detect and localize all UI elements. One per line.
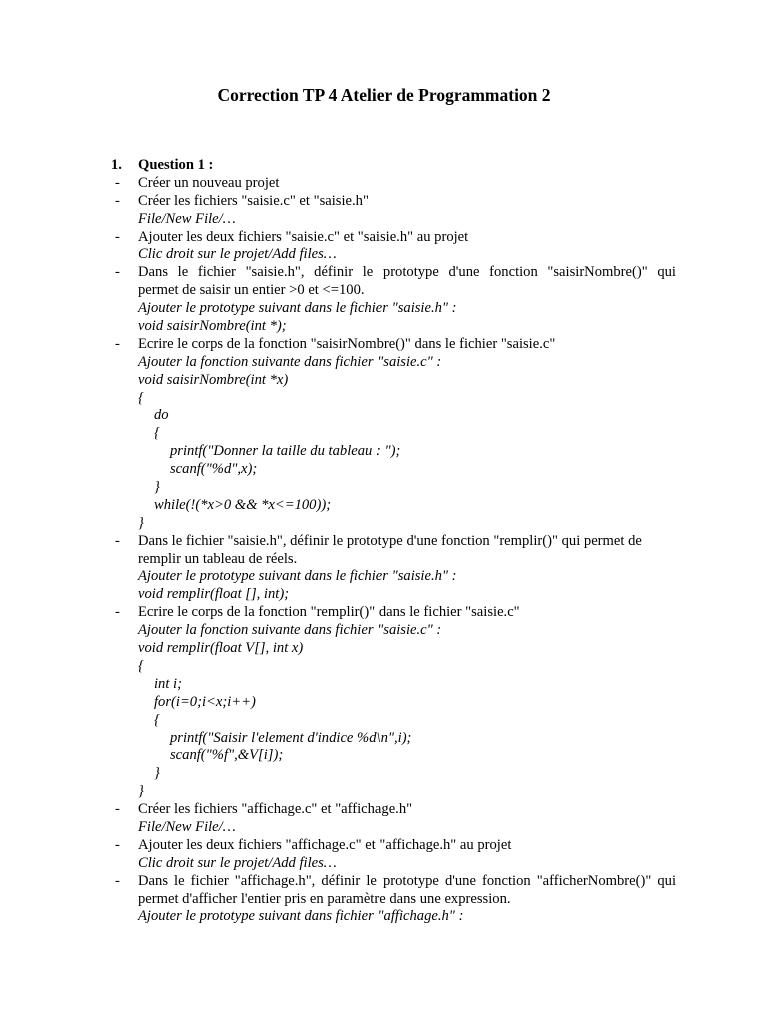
document-line [0, 586, 768, 604]
code-line: printf("Saisir l'element d'indice %d\n",i); [170, 729, 412, 746]
document-line [0, 264, 768, 282]
document-line [0, 497, 768, 515]
line-text: remplir un tableau de réels. [138, 550, 298, 567]
document-line [0, 479, 768, 497]
code-line: Ajouter le prototype suivant dans le fichier "saisie.h" : [138, 568, 457, 585]
document-line [0, 640, 768, 658]
code-line: } [138, 514, 144, 531]
line-text: Créer un nouveau projet [138, 174, 280, 191]
line-text: Créer les fichiers "affichage.c" et "affichage.h" [138, 801, 413, 818]
code-line: do [154, 407, 169, 424]
line-text: permet de saisir un entier >0 et <=100. [138, 282, 365, 299]
line-text: Ajouter les deux fichiers "affichage.c" et "affichage.h" au projet [138, 836, 512, 853]
list-bullet: - [115, 335, 120, 352]
document-line [0, 694, 768, 712]
document-line [0, 443, 768, 461]
document-line [0, 622, 768, 640]
code-line: } [154, 479, 160, 496]
document-line [0, 533, 768, 551]
document-line [0, 819, 768, 837]
document-line [0, 354, 768, 372]
document-line [0, 229, 768, 247]
line-text: Créer les fichiers "saisie.c" et "saisie.h" [138, 192, 369, 209]
code-line: int i; [154, 675, 182, 692]
list-bullet: - [115, 836, 120, 853]
document-line [0, 730, 768, 748]
code-line: void remplir(float [], int); [138, 586, 290, 603]
list-bullet: - [115, 532, 120, 549]
line-text: permet d'afficher l'entier pris en paramètre dans une expression. [138, 890, 511, 907]
document-line [0, 282, 768, 300]
document-line [0, 551, 768, 569]
list-bullet: - [115, 801, 120, 818]
document-line [0, 318, 768, 336]
document-line [0, 891, 768, 909]
code-line: File/New File/… [138, 818, 236, 835]
code-line: } [138, 783, 144, 800]
list-bullet: - [115, 228, 120, 245]
document-line [0, 372, 768, 390]
code-line: File/New File/… [138, 210, 236, 227]
document-line [0, 568, 768, 586]
code-line: Ajouter le prototype suivant dans le fichier "saisie.h" : [138, 300, 457, 317]
line-text: Ecrire le corps de la fonction "remplir()" dans le fichier "saisie.c" [138, 604, 520, 621]
line-text: Dans le fichier "affichage.h", définir le prototype d'une fonction "afficherNombre()" qui [138, 872, 676, 889]
code-line: void saisirNombre(int *); [138, 318, 287, 335]
document-line [0, 801, 768, 819]
document-line [0, 246, 768, 264]
document-body [0, 157, 768, 926]
document-line [0, 425, 768, 443]
code-line: { [138, 389, 144, 406]
document-line [0, 300, 768, 318]
line-text: Ajouter les deux fichiers "saisie.c" et "saisie.h" au projet [138, 228, 469, 245]
code-line: scanf("%d",x); [170, 461, 258, 478]
document-line [0, 747, 768, 765]
list-bullet: - [115, 872, 120, 889]
document-line [0, 837, 768, 855]
line-text: Dans le fichier "saisie.h", définir le prototype d'une fonction "saisirNombre()" qui [138, 264, 676, 281]
document-line [0, 908, 768, 926]
document-line [0, 407, 768, 425]
code-line: Ajouter le prototype suivant dans fichier "affichage.h" : [138, 908, 464, 925]
document-line [0, 873, 768, 891]
document-line [0, 676, 768, 694]
code-line: Clic droit sur le projet/Add files… [138, 246, 337, 263]
code-line: void remplir(float V[], int x) [138, 640, 304, 657]
document-line [0, 193, 768, 211]
question-heading [0, 157, 768, 175]
code-line: { [138, 657, 144, 674]
document-line [0, 390, 768, 408]
code-line: scanf("%f",&V[i]); [170, 747, 284, 764]
document-title: Correction TP 4 Atelier de Programmation 2 [217, 85, 551, 105]
list-bullet: - [115, 174, 120, 191]
document-line [0, 211, 768, 229]
code-line: { [154, 711, 160, 728]
document-line [0, 515, 768, 533]
code-line: for(i=0;i<x;i++) [154, 693, 256, 710]
list-number: 1. [111, 157, 122, 173]
code-line: { [154, 425, 160, 442]
code-line: void saisirNombre(int *x) [138, 371, 289, 388]
code-line: printf("Donner la taille du tableau : "); [170, 443, 401, 460]
document-line [0, 783, 768, 801]
document-line [0, 765, 768, 783]
list-bullet: - [115, 192, 120, 209]
document-line [0, 604, 768, 622]
list-bullet: - [115, 604, 120, 621]
code-line: Clic droit sur le projet/Add files… [138, 854, 337, 871]
document-line [0, 658, 768, 676]
document-line [0, 855, 768, 873]
code-line: } [154, 765, 160, 782]
document-line [0, 336, 768, 354]
document-line [0, 461, 768, 479]
document-line [0, 175, 768, 193]
line-text: Ecrire le corps de la fonction "saisirNombre()" dans le fichier "saisie.c" [138, 335, 556, 352]
code-line: Ajouter la fonction suivante dans fichier "saisie.c" : [138, 353, 442, 370]
code-line: Ajouter la fonction suivante dans fichier "saisie.c" : [138, 622, 442, 639]
code-line: while(!(*x>0 && *x<=100)); [154, 496, 332, 513]
list-bullet: - [115, 264, 120, 281]
line-text: Question 1 : [138, 157, 214, 173]
document-line [0, 712, 768, 730]
line-text: Dans le fichier "saisie.h", définir le prototype d'une fonction "remplir()" qui permet de [138, 532, 642, 549]
